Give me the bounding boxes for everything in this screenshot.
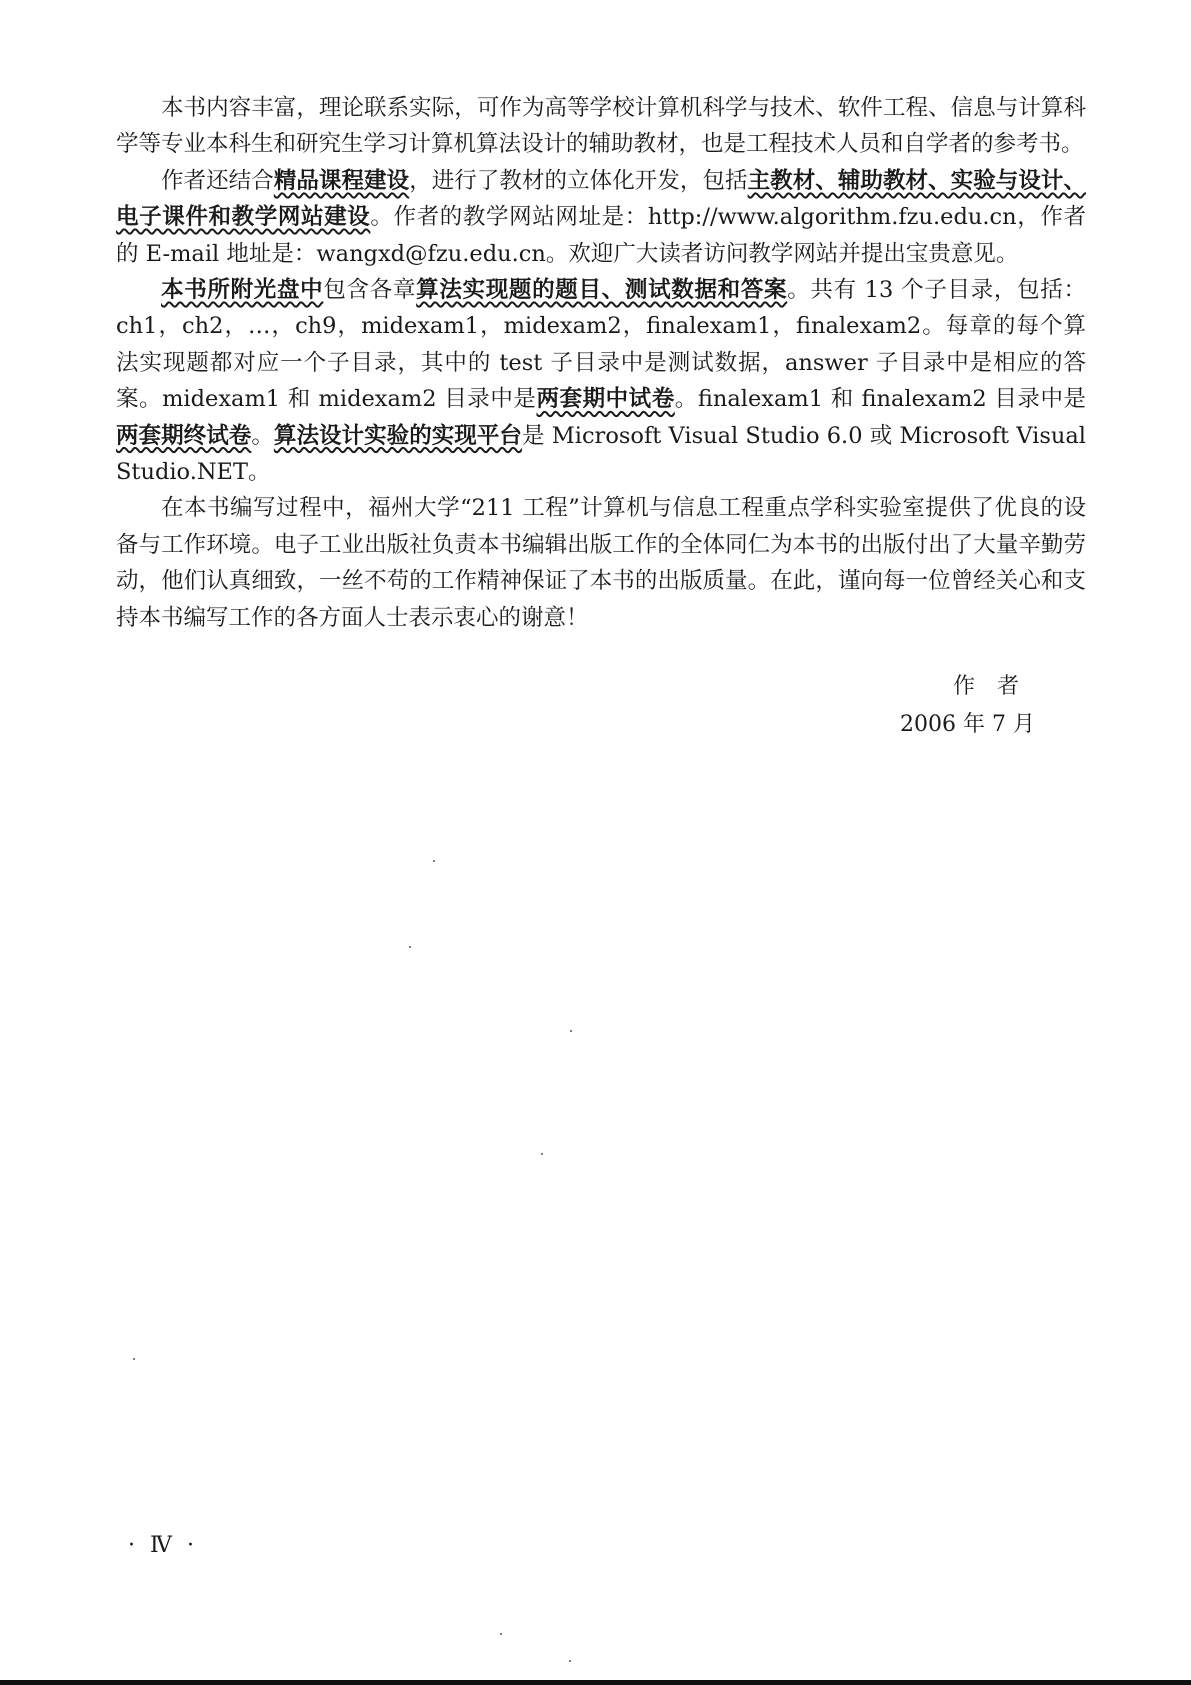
scan-speck [133,1358,135,1360]
scan-speck [500,1633,502,1635]
text-run: 。finalexam1 和 finalexam2 目录中是 [674,386,1086,413]
signature-author: 作者 [952,674,1041,699]
paragraph [116,272,1086,490]
scan-speck [409,946,411,948]
preface-body [116,90,1086,636]
emphasized-text: 算法设计实验的实现平台 [273,422,522,449]
scan-speck [570,1030,572,1032]
scan-speck [541,1153,543,1155]
page-number: · Ⅳ · [128,1533,198,1558]
emphasized-text: 两套期中试卷 [536,386,675,413]
emphasized-text: 主教材、辅助教材、实验与设计、电子课件和教学网站建设 [116,167,1086,231]
text-run: 本书内容丰富，理论联系实际，可作为高等学校计算机科学与技术、软件工程、信息与计算科学等专业本科生和研究生学习计算机算法设计的辅助教材，也是工程技术人员和自学者的参考书。 [116,95,1086,158]
text-run: 作者还结合 [161,167,274,194]
paragraph [116,490,1086,636]
scan-edge-bar [0,1680,1191,1685]
scan-speck [569,1660,571,1662]
emphasized-text: 两套期终试卷 [116,422,252,449]
text-run: 。作者的教学网站网址是：http://www.algorithm.fzu.edu.cn，作者的 E-mail 地址是：wangxd@fzu.edu.cn。欢迎广大读者访问教学网站并提出宝贵意见。 [116,204,1086,267]
text-run: 在本书编写过程中，福州大学“211 工程”计算机与信息工程重点学科实验室提供了优良的设备与工作环境。电子工业出版社负责本书编辑出版工作的全体同仁为本书的出版付出了大量辛勤劳动，他们认真细致，一丝不苟的工作精神保证了本书的出版质量。在此，谨向每一位曾经关心和支持本书编写工作的各方面人士表示衷心的谢意！ [116,495,1086,631]
signature-date: 2006 年 7 月 [900,712,1035,737]
text-run: 。共有 13 个子目录，包括：ch1，ch2，…，ch9，midexam1，midexam2，finalexam1，finalexam2。每章的每个算法实现题都对应一个子目录，其中的 test 子目录中是测试数据，answer 子目录中是相应的答案。midexam1 和 midexam2 目录中是 [116,277,1086,413]
paragraph [116,90,1086,163]
text-run: 。 [251,422,274,449]
emphasized-text: 本书所附光盘中 [161,277,324,304]
signature-block [900,668,1041,744]
paragraph [116,163,1086,272]
emphasized-text: 算法实现题的题目、测试数据和答案 [416,277,788,304]
scan-speck [433,860,435,862]
text-run: 包含各章 [323,277,417,304]
text-run: ，进行了教材的立体化开发，包括 [409,167,748,194]
text-run: 是 Microsoft Visual Studio 6.0 或 Microsoft Visual Studio.NET。 [116,422,1086,486]
emphasized-text: 精品课程建设 [273,167,410,194]
